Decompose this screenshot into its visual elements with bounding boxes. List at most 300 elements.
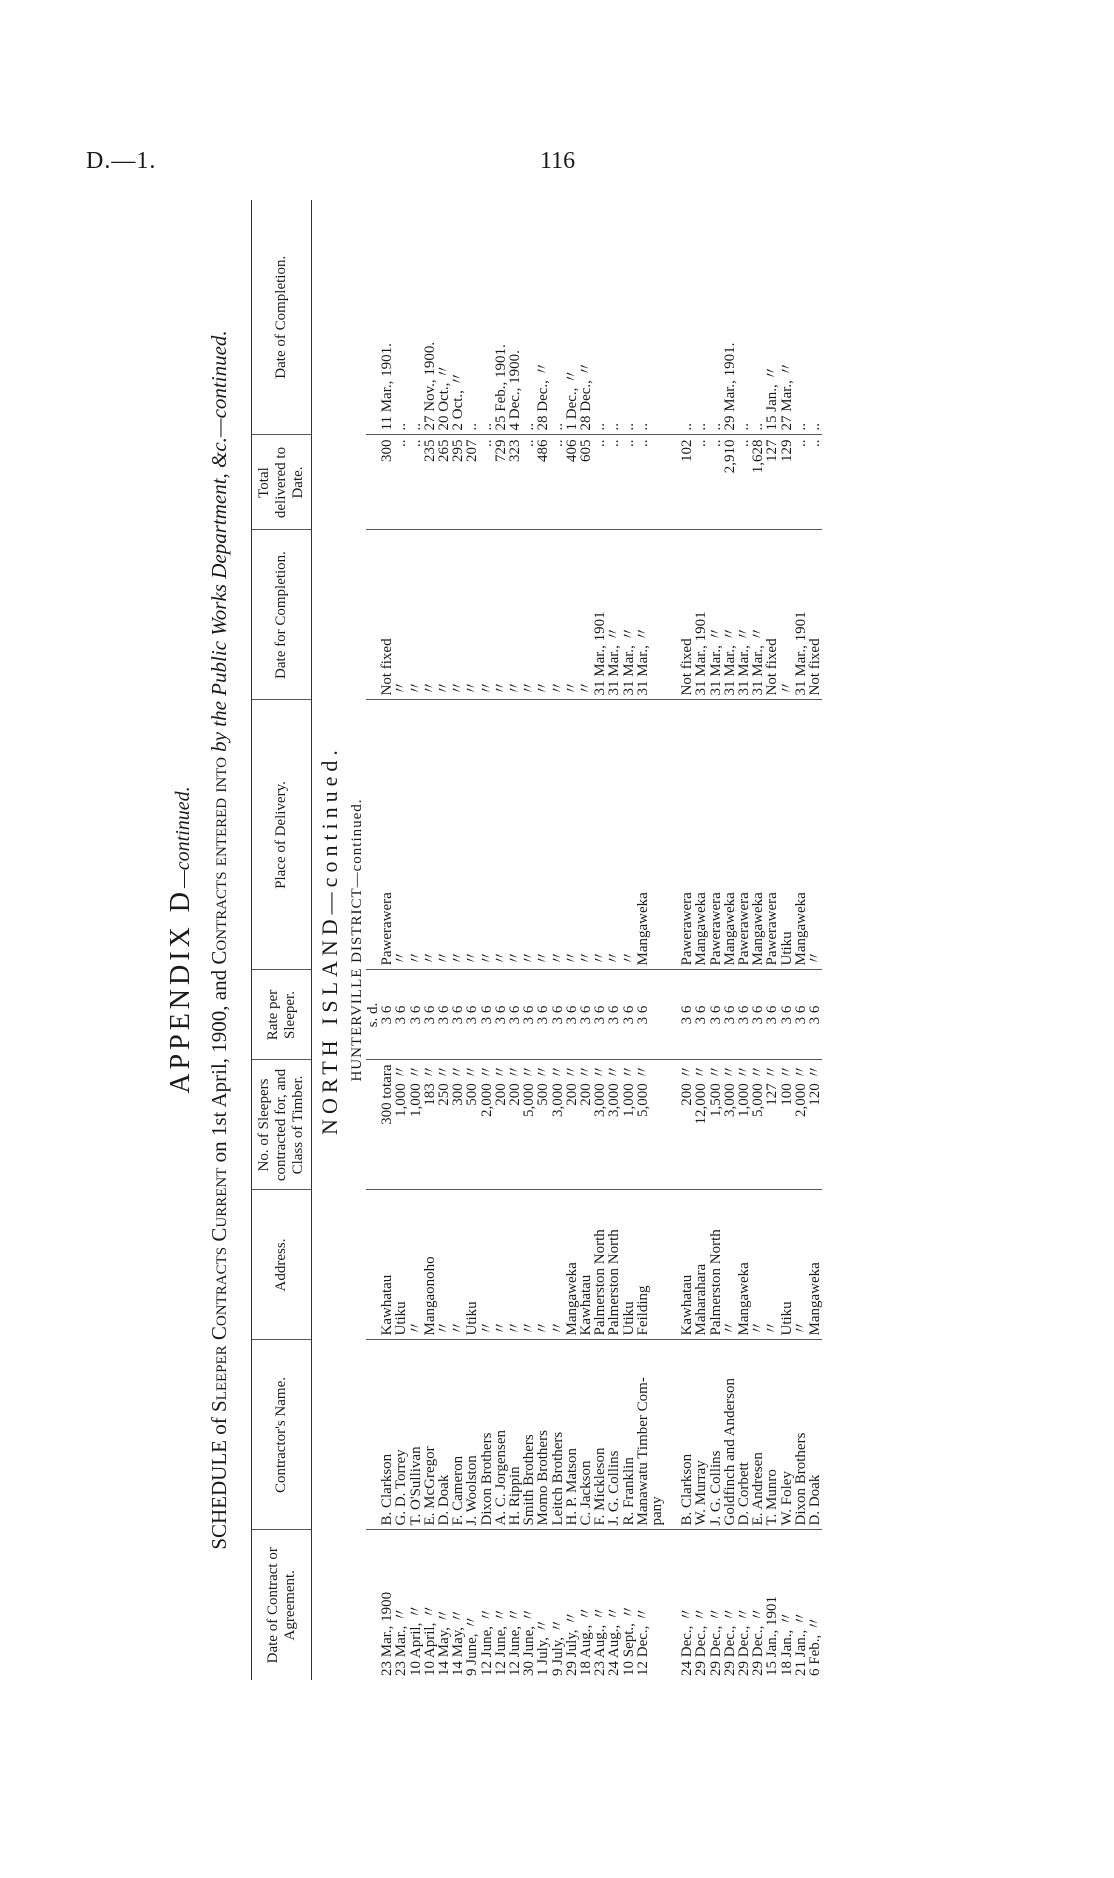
table-row: [622, 200, 636, 1680]
cell-date-of-completion: ..: [808, 200, 822, 435]
cell-total-delivered: 729: [494, 435, 508, 530]
table-row: [808, 200, 822, 1680]
cell-date-for-completion: Not fixed: [808, 530, 822, 700]
cell-place: 〃: [494, 700, 508, 970]
cell-sleepers: 1,000 〃: [394, 1060, 408, 1190]
cell-date-for-completion: 〃: [579, 530, 593, 700]
cell-rate: 3 6: [536, 970, 550, 1060]
cell-rate: 3 6: [451, 970, 465, 1060]
cell-rate: 3 6: [593, 970, 607, 1060]
cell-place: Pawerawera: [737, 700, 751, 970]
table-row: [565, 200, 579, 1680]
cell-rate: 3 6: [409, 970, 423, 1060]
cell-total-delivered: 265: [437, 435, 451, 530]
cell-date: 29 Dec., 〃: [707, 1606, 724, 1676]
cell-date-of-completion: ..: [409, 200, 423, 435]
section-island: NORTH ISLAND—continued.: [317, 745, 342, 1135]
cell-date: 30 June, 〃: [521, 1607, 538, 1676]
cell-sleepers: 2,000 〃: [480, 1060, 494, 1190]
cell-date-of-completion: 11 Mar., 1901.: [380, 200, 394, 435]
subtitle-prefix: SCHEDULE of: [207, 1412, 231, 1550]
cell-rate: 3 6: [680, 970, 694, 1060]
cell-contractor: J. G. Collins: [709, 1340, 723, 1530]
cell-date: 24 Aug., 〃: [606, 1605, 623, 1676]
cell-date: 10 Sept., 〃: [620, 1604, 637, 1676]
cell-total-delivered: 605: [579, 435, 593, 530]
cell-sleepers: 100 〃: [780, 1060, 794, 1190]
cell-address: Mangaweka: [565, 1190, 579, 1340]
cell-total-delivered: ..: [808, 435, 822, 530]
cell-rate: 3 6: [551, 970, 565, 1060]
cell-total-delivered: ..: [622, 435, 636, 530]
header-row: [252, 200, 312, 1680]
cell-date-for-completion: 〃: [465, 530, 479, 700]
cell-total-delivered: ..: [636, 435, 650, 530]
appendix-title: [165, 200, 197, 1680]
cell-date-of-completion: 28 Dec., 〃: [579, 200, 593, 435]
cell-date-for-completion: 31 Mar., 〃: [607, 530, 621, 700]
cell-date-of-completion: [650, 200, 664, 435]
cell-date-for-completion: [650, 530, 664, 700]
table-row: [394, 200, 408, 1680]
cell-address: 〃: [751, 1190, 765, 1340]
cell-sleepers: 1,000 〃: [622, 1060, 636, 1190]
cell-date: 12 June, 〃: [507, 1607, 524, 1676]
cell-contractor: E. McGregor: [423, 1340, 437, 1530]
cell-rate: 3 6: [522, 970, 536, 1060]
rotated-schedule: [165, 200, 945, 1680]
cell-total-delivered: 323: [508, 435, 522, 530]
cell-date-of-completion: ..: [607, 200, 621, 435]
cell-contractor: H. P. Matson: [565, 1340, 579, 1530]
sleeper-contracts-table: [251, 200, 822, 1680]
cell-place: 〃: [394, 700, 408, 970]
cell-date-for-completion: 〃: [480, 530, 494, 700]
cell-total-delivered: ..: [709, 435, 723, 530]
cell-rate: 3 6: [636, 970, 650, 1060]
cell-place: 〃: [423, 700, 437, 970]
cell-total-delivered: 486: [536, 435, 550, 530]
cell-contractor: Smith Brothers: [522, 1340, 536, 1530]
cell-sleepers: 5,000 〃: [751, 1060, 765, 1190]
cell-total-delivered: 235: [423, 435, 437, 530]
cell-date-for-completion: 31 Mar., 1901: [694, 530, 708, 700]
cell-date: 6 Feb., 〃: [807, 1615, 824, 1676]
cell-place: Mangaweka: [723, 700, 737, 970]
cell-date: 24 Dec., 〃: [679, 1606, 696, 1676]
cell-place: Pawerawera: [709, 700, 723, 970]
cell-place: 〃: [508, 700, 522, 970]
cell-date: 29 Dec., 〃: [750, 1606, 767, 1676]
cell-address: Mangaonoho: [423, 1190, 437, 1340]
table-row: [680, 200, 694, 1680]
cell-contractor: D. Doak: [808, 1340, 822, 1530]
cell-contractor: F. Cameron: [451, 1340, 465, 1530]
cell-date-of-completion: 2 Oct., 〃: [451, 200, 465, 435]
cell-place: Mangaweka: [636, 700, 650, 970]
cell-rate: 3 6: [494, 970, 508, 1060]
cell-date: 29 Dec., 〃: [693, 1606, 710, 1676]
cell-address: 〃: [551, 1190, 565, 1340]
cell-place: [650, 700, 664, 970]
cell-place: Mangaweka: [751, 700, 765, 970]
cell-address: [650, 1190, 664, 1340]
cell-date: 23 Mar., 1900: [379, 1591, 396, 1676]
cell-total-delivered: ..: [737, 435, 751, 530]
cell-total-delivered: 127: [765, 435, 779, 530]
table-row: [423, 200, 437, 1680]
cell-contractor: W. Murray: [694, 1340, 708, 1530]
cell-address: Kawhatau: [579, 1190, 593, 1340]
cell-contractor: R. Franklin: [622, 1340, 636, 1530]
cell-address: 〃: [451, 1190, 465, 1340]
appendix-title-suffix: —continued.: [172, 786, 194, 888]
cell-date-for-completion: 〃: [551, 530, 565, 700]
cell-place: Mangaweka: [694, 700, 708, 970]
table-row: [650, 200, 664, 1680]
col-contractor: Contractor's Name.: [252, 1340, 312, 1530]
cell-place: 〃: [607, 700, 621, 970]
cell-address: Mangaweka: [737, 1190, 751, 1340]
cell-date-for-completion: 31 Mar., 〃: [622, 530, 636, 700]
cell-date-of-completion: 25 Feb., 1901.: [494, 200, 508, 435]
page-reference: D.—1.: [86, 148, 157, 174]
cell-date: 10 April, 〃: [407, 1603, 424, 1676]
cell-total-delivered: 406: [565, 435, 579, 530]
cell-sleepers: 3,000 〃: [551, 1060, 565, 1190]
cell-date-for-completion: 〃: [437, 530, 451, 700]
cell-sleepers: 500 〃: [536, 1060, 550, 1190]
cell-date-for-completion: 〃: [522, 530, 536, 700]
cell-date-of-completion: ..: [394, 200, 408, 435]
cell-address: 〃: [765, 1190, 779, 1340]
cell-date-of-completion: 4 Dec., 1900.: [508, 200, 522, 435]
cell-sleepers: 2,000 〃: [794, 1060, 808, 1190]
cell-place: 〃: [522, 700, 536, 970]
cell-contractor: B. Clarkson: [380, 1340, 394, 1530]
col-date-contract: Date of Contract or Agreement.: [252, 1530, 312, 1680]
table-row: [494, 200, 508, 1680]
cell-rate: 3 6: [808, 970, 822, 1060]
cell-place: 〃: [451, 700, 465, 970]
cell-address: Utiku: [465, 1190, 479, 1340]
cell-rate: 3 6: [765, 970, 779, 1060]
cell-date: 18 Jan., 〃: [778, 1611, 795, 1676]
cell-contractor: E. Andresen: [751, 1340, 765, 1530]
cell-contractor: pany: [650, 1340, 664, 1530]
cell-date: 15 Jan., 1901: [764, 1596, 781, 1676]
table-row: [593, 200, 607, 1680]
cell-date-of-completion: 28 Dec., 〃: [536, 200, 550, 435]
cell-rate: 3 6: [394, 970, 408, 1060]
cell-rate: 3 6: [709, 970, 723, 1060]
cell-rate: 3 6: [622, 970, 636, 1060]
section-subheading: [342, 200, 366, 1680]
cell-sleepers: 300 〃: [451, 1060, 465, 1190]
table-row: [551, 200, 565, 1680]
cell-sleepers: 500 〃: [465, 1060, 479, 1190]
cell-sleepers: 183 〃: [423, 1060, 437, 1190]
table-row: [709, 200, 723, 1680]
table-row: [794, 200, 808, 1680]
cell-date-of-completion: ..: [551, 200, 565, 435]
cell-total-delivered: ..: [794, 435, 808, 530]
cell-place: 〃: [551, 700, 565, 970]
cell-date-for-completion: 31 Mar., 1901: [593, 530, 607, 700]
table-row: [522, 200, 536, 1680]
cell-total-delivered: 295: [451, 435, 465, 530]
cell-total-delivered: 102: [680, 435, 694, 530]
cell-address: Kawhatau: [680, 1190, 694, 1340]
cell-rate: 3 6: [579, 970, 593, 1060]
cell-address: Utiku: [780, 1190, 794, 1340]
cell-address: 〃: [723, 1190, 737, 1340]
cell-address: Feilding: [636, 1190, 650, 1340]
cell-date-of-completion: ..: [622, 200, 636, 435]
cell-total-delivered: 129: [780, 435, 794, 530]
cell-date: 14 May, 〃: [450, 1608, 467, 1676]
cell-date: 1 July, 〃: [535, 1618, 552, 1676]
cell-date-for-completion: 〃: [451, 530, 465, 700]
cell-date-of-completion: ..: [751, 200, 765, 435]
table-row: [465, 200, 479, 1680]
table-row: [380, 200, 394, 1680]
cell-date-for-completion: 31 Mar., 〃: [709, 530, 723, 700]
cell-sleepers: 200 〃: [565, 1060, 579, 1190]
cell-date-for-completion: 〃: [508, 530, 522, 700]
cell-address: 〃: [494, 1190, 508, 1340]
cell-address: 〃: [508, 1190, 522, 1340]
col-date-for-completion: Date for Completion.: [252, 530, 312, 700]
cell-sleepers: 300 totara: [380, 1060, 394, 1190]
cell-date-for-completion: 31 Mar., 〃: [751, 530, 765, 700]
cell-place: 〃: [622, 700, 636, 970]
page-number: 116: [540, 148, 576, 174]
cell-total-delivered: ..: [607, 435, 621, 530]
cell-place: 〃: [593, 700, 607, 970]
cell-contractor: W. Foley: [780, 1340, 794, 1530]
cell-date-for-completion: 〃: [394, 530, 408, 700]
cell-contractor: Momo Brothers: [536, 1340, 550, 1530]
cell-address: 〃: [536, 1190, 550, 1340]
cell-sleepers: 200 〃: [494, 1060, 508, 1190]
cell-date-for-completion: 31 Mar., 〃: [723, 530, 737, 700]
cell-date: 23 Aug., 〃: [592, 1605, 609, 1676]
cell-sleepers: 120 〃: [808, 1060, 822, 1190]
cell-total-delivered: [650, 435, 664, 530]
group-spacer: [664, 200, 680, 1680]
cell-total-delivered: 300: [380, 435, 394, 530]
cell-date-of-completion: 27 Mar., 〃: [780, 200, 794, 435]
cell-date: [650, 1530, 664, 1680]
cell-rate: 3 6: [794, 970, 808, 1060]
cell-total-delivered: ..: [394, 435, 408, 530]
cell-date-of-completion: ..: [480, 200, 494, 435]
cell-address: Kawhatau: [380, 1190, 394, 1340]
cell-date-for-completion: 〃: [494, 530, 508, 700]
cell-address: Mangaweka: [808, 1190, 822, 1340]
cell-place: 〃: [437, 700, 451, 970]
cell-date-of-completion: ..: [694, 200, 708, 435]
cell-place: Pawerawera: [680, 700, 694, 970]
cell-date-of-completion: ..: [794, 200, 808, 435]
appendix-title-main: APPENDIX D: [165, 887, 196, 1094]
cell-contractor: F. Mickleson: [593, 1340, 607, 1530]
col-address: Address.: [252, 1190, 312, 1340]
cell-address: Palmerston North: [593, 1190, 607, 1340]
table-row: [737, 200, 751, 1680]
cell-place: Pawerawera: [380, 700, 394, 970]
cell-total-delivered: ..: [694, 435, 708, 530]
rate-units-row: [366, 200, 380, 1680]
cell-contractor: J. Woolston: [465, 1340, 479, 1530]
cell-place: 〃: [480, 700, 494, 970]
cell-contractor: D. Doak: [437, 1340, 451, 1530]
cell-date-of-completion: ..: [737, 200, 751, 435]
cell-place: 〃: [465, 700, 479, 970]
cell-contractor: G. D. Torrey: [394, 1340, 408, 1530]
cell-sleepers: 250 〃: [437, 1060, 451, 1190]
table-row: [480, 200, 494, 1680]
table-row: [607, 200, 621, 1680]
table-row: [765, 200, 779, 1680]
cell-date-for-completion: 〃: [423, 530, 437, 700]
cell-date: 12 Dec., 〃: [634, 1606, 651, 1676]
cell-date-for-completion: 〃: [780, 530, 794, 700]
cell-total-delivered: ..: [409, 435, 423, 530]
cell-place: 〃: [409, 700, 423, 970]
cell-contractor: T. Munro: [765, 1340, 779, 1530]
cell-address: 〃: [522, 1190, 536, 1340]
cell-date-for-completion: 31 Mar., 〃: [737, 530, 751, 700]
table-row: [636, 200, 650, 1680]
cell-date: 9 June, 〃: [464, 1614, 481, 1676]
cell-contractor: Dixon Brothers: [480, 1340, 494, 1530]
cell-date: 14 May, 〃: [436, 1608, 453, 1676]
cell-sleepers: 200 〃: [579, 1060, 593, 1190]
cell-rate: 3 6: [565, 970, 579, 1060]
cell-contractor: C. Jackson: [579, 1340, 593, 1530]
col-total-delivered: Total delivered to Date.: [252, 435, 312, 530]
cell-date-for-completion: 〃: [565, 530, 579, 700]
cell-date-for-completion: Not fixed: [680, 530, 694, 700]
cell-sleepers: 12,000 〃: [694, 1060, 708, 1190]
table-row: [451, 200, 465, 1680]
cell-contractor: Goldfinch and Anderson: [723, 1340, 737, 1530]
cell-rate: 3 6: [508, 970, 522, 1060]
cell-date-of-completion: 29 Mar., 1901.: [723, 200, 737, 435]
cell-contractor: Dixon Brothers: [794, 1340, 808, 1530]
cell-rate: 3 6: [380, 970, 394, 1060]
cell-sleepers: 5,000 〃: [636, 1060, 650, 1190]
table-row: [409, 200, 423, 1680]
cell-date-of-completion: ..: [709, 200, 723, 435]
cell-rate: [650, 970, 664, 1060]
cell-place: 〃: [579, 700, 593, 970]
subtitle-smallcaps-1: Sleeper Contracts Current: [207, 1167, 231, 1412]
cell-address: 〃: [437, 1190, 451, 1340]
cell-rate: 3 6: [437, 970, 451, 1060]
cell-sleepers: 3,000 〃: [723, 1060, 737, 1190]
cell-rate: 3 6: [480, 970, 494, 1060]
cell-date-of-completion: 27 Nov., 1900.: [423, 200, 437, 435]
cell-date-for-completion: Not fixed: [765, 530, 779, 700]
cell-date: 29 July, 〃: [563, 1610, 580, 1676]
cell-contractor: D. Corbett: [737, 1340, 751, 1530]
cell-address: 〃: [409, 1190, 423, 1340]
section-heading: [312, 200, 343, 1680]
cell-address: 〃: [794, 1190, 808, 1340]
cell-contractor: T. O'Sullivan: [409, 1340, 423, 1530]
col-date-of-completion: Date of Completion.: [252, 200, 312, 435]
cell-address: Palmerston North: [709, 1190, 723, 1340]
cell-place: Utiku: [780, 700, 794, 970]
cell-date: 10 April, 〃: [421, 1603, 438, 1676]
cell-address: Palmerston North: [607, 1190, 621, 1340]
cell-place: 〃: [565, 700, 579, 970]
cell-total-delivered: 2,910: [723, 435, 737, 530]
cell-rate: 3 6: [465, 970, 479, 1060]
table-row: [723, 200, 737, 1680]
cell-contractor: B. Clarkson: [680, 1340, 694, 1530]
cell-date-for-completion: 31 Mar., 〃: [636, 530, 650, 700]
cell-sleepers: 127 〃: [765, 1060, 779, 1190]
cell-date: 9 July, 〃: [549, 1618, 566, 1676]
cell-date-of-completion: 1 Dec., 〃: [565, 200, 579, 435]
cell-date-of-completion: ..: [465, 200, 479, 435]
cell-date-of-completion: ..: [522, 200, 536, 435]
cell-date: 21 Jan., 〃: [792, 1611, 809, 1676]
table-row: [437, 200, 451, 1680]
cell-rate: 3 6: [607, 970, 621, 1060]
cell-rate: 3 6: [737, 970, 751, 1060]
cell-place: 〃: [808, 700, 822, 970]
col-rate: Rate per Sleeper.: [252, 970, 312, 1060]
cell-date: 29 Dec., 〃: [736, 1606, 753, 1676]
cell-date-of-completion: ..: [593, 200, 607, 435]
table-row: [694, 200, 708, 1680]
cell-contractor: J. G. Collins: [607, 1340, 621, 1530]
cell-address: 〃: [480, 1190, 494, 1340]
cell-sleepers: 3,000 〃: [593, 1060, 607, 1190]
cell-sleepers: 1,500 〃: [709, 1060, 723, 1190]
section-district: HUNTERVILLE DISTRICT—continued.: [349, 798, 365, 1082]
cell-sleepers: 200 〃: [508, 1060, 522, 1190]
cell-sleepers: 3,000 〃: [607, 1060, 621, 1190]
cell-date-of-completion: ..: [636, 200, 650, 435]
cell-place: Pawerawera: [765, 700, 779, 970]
cell-date-of-completion: 20 Oct., 〃: [437, 200, 451, 435]
cell-contractor: Manawatu Timber Com-: [636, 1340, 650, 1530]
table-row: [536, 200, 550, 1680]
cell-total-delivered: ..: [522, 435, 536, 530]
col-place: Place of Delivery.: [252, 700, 312, 970]
table-row: [508, 200, 522, 1680]
cell-date: 29 Dec., 〃: [721, 1606, 738, 1676]
cell-sleepers: 5,000 〃: [522, 1060, 536, 1190]
cell-date-of-completion: 15 Jan., 〃: [765, 200, 779, 435]
cell-date-for-completion: 〃: [536, 530, 550, 700]
cell-date-for-completion: 〃: [409, 530, 423, 700]
cell-rate: 3 6: [780, 970, 794, 1060]
schedule-subtitle: [207, 200, 232, 1680]
table-row: [579, 200, 593, 1680]
subtitle-smallcaps-2: Contracts entered into: [207, 757, 231, 965]
cell-total-delivered: ..: [551, 435, 565, 530]
cell-contractor: H. Rippin: [508, 1340, 522, 1530]
cell-rate: 3 6: [751, 970, 765, 1060]
cell-rate: 3 6: [694, 970, 708, 1060]
